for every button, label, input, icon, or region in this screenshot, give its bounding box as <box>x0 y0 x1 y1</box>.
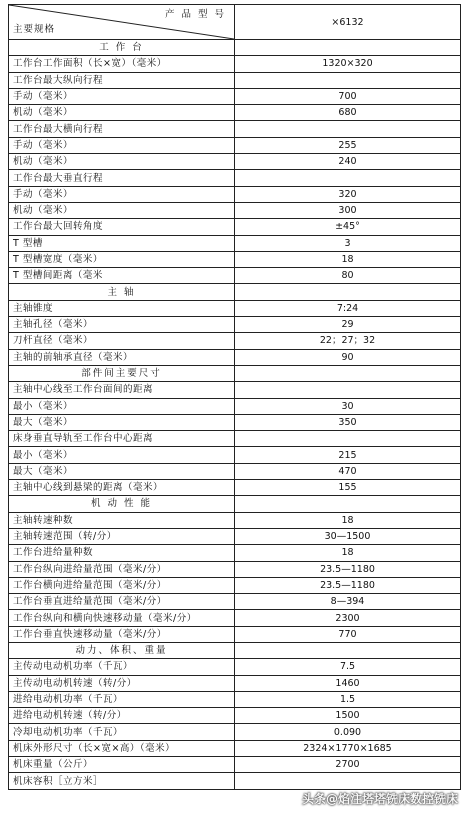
spec-label: 机动（毫米） <box>9 202 235 218</box>
table-row <box>9 56 461 72</box>
model-value: ×6132 <box>235 5 461 40</box>
spec-value <box>235 496 461 512</box>
table-row <box>9 480 461 496</box>
spec-label: 手动（毫米） <box>9 186 235 202</box>
spec-value: 18 <box>235 545 461 561</box>
spec-label: 最大（毫米） <box>9 414 235 430</box>
spec-label: 手动（毫米） <box>9 137 235 153</box>
spec-value: ±45° <box>235 219 461 235</box>
spec-value <box>235 642 461 658</box>
spec-label: 工作台纵向进给量范围（毫米/分） <box>9 561 235 577</box>
spec-label: 机床重量（公斤） <box>9 757 235 773</box>
spec-value <box>235 284 461 300</box>
table-header-row <box>9 5 461 40</box>
spec-value <box>235 72 461 88</box>
spec-value <box>235 121 461 137</box>
spec-value: 2700 <box>235 757 461 773</box>
table-row <box>9 317 461 333</box>
table-row <box>9 268 461 284</box>
spec-label: 机床容积［立方米］ <box>9 773 235 789</box>
spec-label: 最小（毫米） <box>9 398 235 414</box>
spec-table <box>8 4 461 790</box>
spec-label: T 型槽 <box>9 235 235 251</box>
product-model-label: 产 品 型 号 <box>164 9 226 20</box>
spec-value: 23.5—1180 <box>235 561 461 577</box>
spec-label: 工作台工作面积（长×宽）（毫米） <box>9 56 235 72</box>
spec-value: 1.5 <box>235 691 461 707</box>
spec-value: 8—394 <box>235 594 461 610</box>
table-row <box>9 463 461 479</box>
table-row <box>9 235 461 251</box>
spec-label: 冷却电动机功率（千瓦） <box>9 724 235 740</box>
main-spec-label: 主要规格 <box>13 24 56 35</box>
spec-label: 手动（毫米） <box>9 88 235 104</box>
table-row <box>9 121 461 137</box>
spec-label: 工作台纵向和横向快速移动量（毫米/分） <box>9 610 235 626</box>
section-header-row <box>9 496 461 512</box>
spec-value: 7:24 <box>235 300 461 316</box>
section-header-row <box>9 40 461 56</box>
spec-label: 工作台垂直快速移动量（毫米/分） <box>9 626 235 642</box>
table-row <box>9 414 461 430</box>
table-row <box>9 528 461 544</box>
table-row <box>9 333 461 349</box>
table-row <box>9 447 461 463</box>
spec-value: 22；27；32 <box>235 333 461 349</box>
table-row <box>9 545 461 561</box>
table-row <box>9 170 461 186</box>
spec-value <box>235 773 461 789</box>
spec-label: 刀杆直径（毫米） <box>9 333 235 349</box>
spec-value: 240 <box>235 154 461 170</box>
section-title: 部件间主要尺寸 <box>9 365 235 381</box>
table-row <box>9 626 461 642</box>
spec-label: 进给电动机功率（千瓦） <box>9 691 235 707</box>
section-title: 工 作 台 <box>9 40 235 56</box>
spec-value: 2324×1770×1685 <box>235 740 461 756</box>
spec-value: 18 <box>235 251 461 267</box>
table-row <box>9 219 461 235</box>
spec-value: 255 <box>235 137 461 153</box>
spec-label: 最小（毫米） <box>9 447 235 463</box>
spec-label: 主轴锥度 <box>9 300 235 316</box>
spec-label: 主传动电动机功率（千瓦） <box>9 659 235 675</box>
section-header-row <box>9 284 461 300</box>
spec-value: 680 <box>235 105 461 121</box>
table-row <box>9 773 461 789</box>
table-row <box>9 105 461 121</box>
spec-value: 2300 <box>235 610 461 626</box>
spec-value: 18 <box>235 512 461 528</box>
spec-value: 1500 <box>235 708 461 724</box>
spec-value: 80 <box>235 268 461 284</box>
table-row <box>9 659 461 675</box>
table-row <box>9 610 461 626</box>
table-row <box>9 154 461 170</box>
spec-label: 主轴中心线到悬梁的距离（毫米） <box>9 480 235 496</box>
spec-value: 3 <box>235 235 461 251</box>
spec-label: 工作台垂直进给量范围（毫米/分） <box>9 594 235 610</box>
spec-label: 主传动电动机转速（转/分） <box>9 675 235 691</box>
table-row <box>9 740 461 756</box>
spec-label: 机床外形尺寸（长×宽×高）（毫米） <box>9 740 235 756</box>
spec-value: 30—1500 <box>235 528 461 544</box>
spec-label: 主轴的前轴承直径（毫米） <box>9 349 235 365</box>
spec-label: 工作台最大纵向行程 <box>9 72 235 88</box>
watermark-text: 头条@焰注塔塔铣床数控铣床 <box>301 792 458 806</box>
spec-label: 最大（毫米） <box>9 463 235 479</box>
diagonal-header-cell <box>9 5 235 40</box>
spec-label: 机动（毫米） <box>9 154 235 170</box>
spec-value <box>235 382 461 398</box>
table-row <box>9 202 461 218</box>
table-row <box>9 251 461 267</box>
table-row <box>9 431 461 447</box>
spec-label: 主轴孔径（毫米） <box>9 317 235 333</box>
table-row <box>9 300 461 316</box>
table-row <box>9 708 461 724</box>
spec-value: 470 <box>235 463 461 479</box>
section-title: 动力、体积、重量 <box>9 642 235 658</box>
table-row <box>9 594 461 610</box>
table-row <box>9 72 461 88</box>
spec-value <box>235 170 461 186</box>
spec-label: T 型槽间距离（毫米 <box>9 268 235 284</box>
spec-value: 1320×320 <box>235 56 461 72</box>
table-row <box>9 186 461 202</box>
spec-value <box>235 431 461 447</box>
spec-label: 主轴转速范围（转/分） <box>9 528 235 544</box>
section-header-row <box>9 365 461 381</box>
table-row <box>9 561 461 577</box>
spec-label: T 型槽宽度（毫米） <box>9 251 235 267</box>
spec-label: 主轴中心线至工作台面间的距离 <box>9 382 235 398</box>
table-row <box>9 398 461 414</box>
table-row <box>9 757 461 773</box>
spec-label: 工作台进给量种数 <box>9 545 235 561</box>
table-row <box>9 137 461 153</box>
spec-value: 350 <box>235 414 461 430</box>
spec-label: 工作台最大回转角度 <box>9 219 235 235</box>
spec-label: 工作台最大垂直行程 <box>9 170 235 186</box>
spec-value: 23.5—1180 <box>235 577 461 593</box>
spec-label: 工作台最大横向行程 <box>9 121 235 137</box>
spec-label: 主轴转速种数 <box>9 512 235 528</box>
table-row <box>9 691 461 707</box>
spec-label: 进给电动机转速（转/分） <box>9 708 235 724</box>
spec-value: 1460 <box>235 675 461 691</box>
spec-value: 300 <box>235 202 461 218</box>
table-row <box>9 675 461 691</box>
spec-value: 7.5 <box>235 659 461 675</box>
spec-label: 工作台横向进给量范围（毫米/分） <box>9 577 235 593</box>
spec-value: 30 <box>235 398 461 414</box>
table-row <box>9 512 461 528</box>
spec-value: 215 <box>235 447 461 463</box>
section-title: 主 轴 <box>9 284 235 300</box>
table-row <box>9 577 461 593</box>
spec-value: 155 <box>235 480 461 496</box>
table-row <box>9 349 461 365</box>
spec-value: 29 <box>235 317 461 333</box>
spec-label: 床身垂直导轨至工作台中心距离 <box>9 431 235 447</box>
spec-value: 700 <box>235 88 461 104</box>
table-row <box>9 88 461 104</box>
spec-value: 90 <box>235 349 461 365</box>
table-row <box>9 382 461 398</box>
spec-value: 0.090 <box>235 724 461 740</box>
spec-value: 770 <box>235 626 461 642</box>
section-header-row <box>9 642 461 658</box>
spec-value: 320 <box>235 186 461 202</box>
spec-value <box>235 365 461 381</box>
table-row <box>9 724 461 740</box>
spec-label: 机动（毫米） <box>9 105 235 121</box>
section-title: 机 动 性 能 <box>9 496 235 512</box>
spec-value <box>235 40 461 56</box>
